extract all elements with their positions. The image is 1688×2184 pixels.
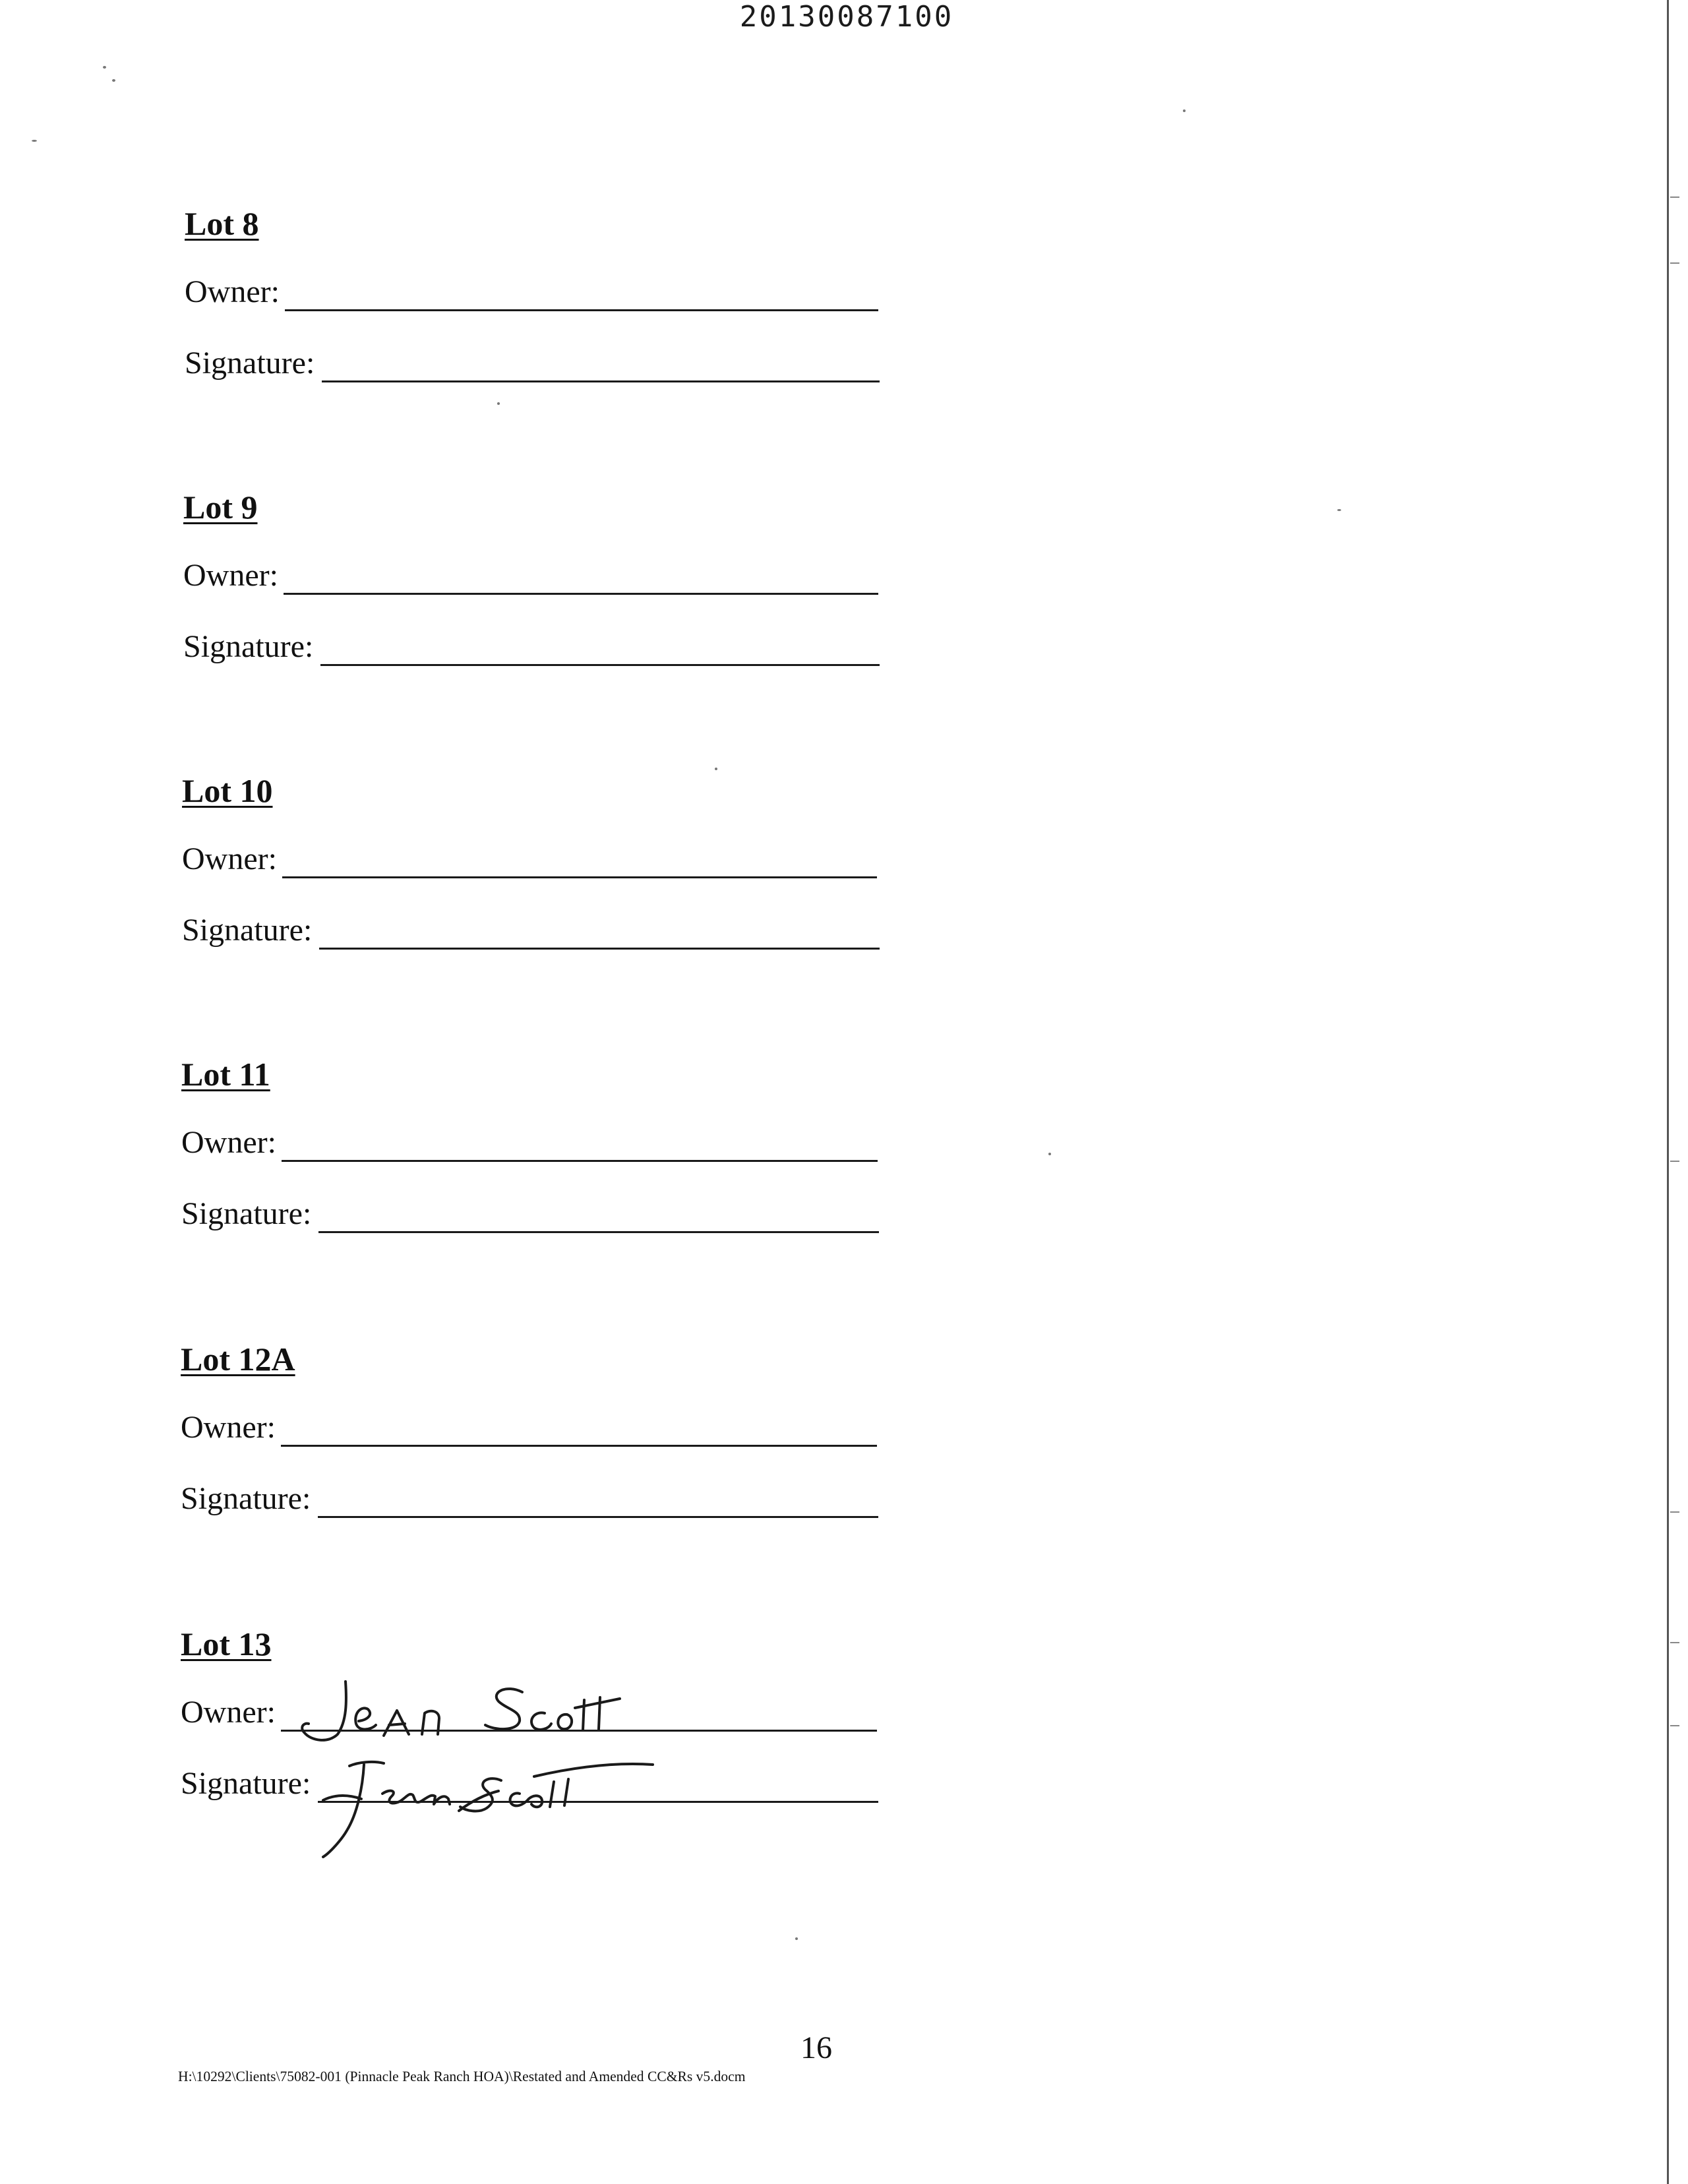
owner-field[interactable] bbox=[182, 835, 907, 881]
handwritten-signature bbox=[310, 1747, 706, 1860]
signature-field[interactable] bbox=[183, 622, 909, 669]
signature-label: Signature: bbox=[183, 629, 314, 664]
signature-blank-line[interactable] bbox=[320, 664, 880, 666]
scan-speck bbox=[715, 768, 717, 770]
owner-blank-line[interactable] bbox=[284, 593, 878, 595]
owner-label: Owner: bbox=[181, 1695, 276, 1730]
signature-label: Signature: bbox=[181, 1196, 312, 1231]
scan-speck bbox=[112, 79, 115, 82]
signature-label: Signature: bbox=[181, 1766, 311, 1801]
scan-speck bbox=[795, 1937, 798, 1940]
lot-heading: Lot 8 bbox=[185, 205, 259, 242]
lot-heading: Lot 13 bbox=[181, 1625, 272, 1662]
owner-field[interactable] bbox=[185, 268, 910, 314]
file-path-footer: H:\10292\Clients\75082-001 (Pinnacle Peak Ranch HOA)\Restated and Amended CC&Rs v5.docm bbox=[178, 2068, 746, 2084]
signature-field[interactable] bbox=[181, 1190, 907, 1236]
signature-blank-line[interactable] bbox=[318, 1516, 878, 1518]
signature-label: Signature: bbox=[182, 913, 313, 948]
owner-blank-line[interactable] bbox=[282, 876, 877, 878]
owner-blank-line[interactable] bbox=[282, 1160, 878, 1162]
owner-blank-line[interactable] bbox=[285, 309, 878, 311]
owner-label: Owner: bbox=[183, 558, 278, 593]
signature-label: Signature: bbox=[185, 346, 315, 380]
lot-heading: Lot 12A bbox=[181, 1341, 295, 1378]
signature-blank-line[interactable] bbox=[319, 948, 880, 950]
scan-speck bbox=[103, 66, 106, 69]
owner-field[interactable] bbox=[181, 1403, 906, 1449]
handwritten-owner-name bbox=[290, 1675, 673, 1747]
lot-heading: Lot 11 bbox=[181, 1056, 270, 1093]
owner-label: Owner: bbox=[181, 1125, 276, 1160]
owner-label: Owner: bbox=[185, 274, 280, 309]
lot-heading: Lot 10 bbox=[182, 772, 273, 809]
scan-speck bbox=[1183, 109, 1186, 112]
scan-speck bbox=[1048, 1153, 1051, 1155]
owner-field[interactable] bbox=[183, 551, 909, 597]
lot-heading: Lot 9 bbox=[183, 489, 258, 526]
scan-edge-line bbox=[1667, 0, 1669, 2184]
signature-field[interactable] bbox=[185, 339, 910, 385]
owner-label: Owner: bbox=[182, 841, 277, 876]
owner-label: Owner: bbox=[181, 1410, 276, 1445]
signature-blank-line[interactable] bbox=[322, 380, 880, 382]
page-number: 16 bbox=[800, 2030, 832, 2065]
scan-speck bbox=[32, 140, 37, 142]
owner-field[interactable] bbox=[181, 1118, 907, 1165]
signature-blank-line[interactable] bbox=[318, 1231, 879, 1233]
scan-speck bbox=[1337, 509, 1341, 511]
signature-field[interactable] bbox=[182, 906, 907, 952]
scan-speck bbox=[497, 402, 500, 405]
recording-number: 20130087100 bbox=[739, 0, 954, 34]
signature-label: Signature: bbox=[181, 1481, 311, 1516]
owner-blank-line[interactable] bbox=[281, 1445, 877, 1447]
signature-field[interactable] bbox=[181, 1474, 906, 1521]
